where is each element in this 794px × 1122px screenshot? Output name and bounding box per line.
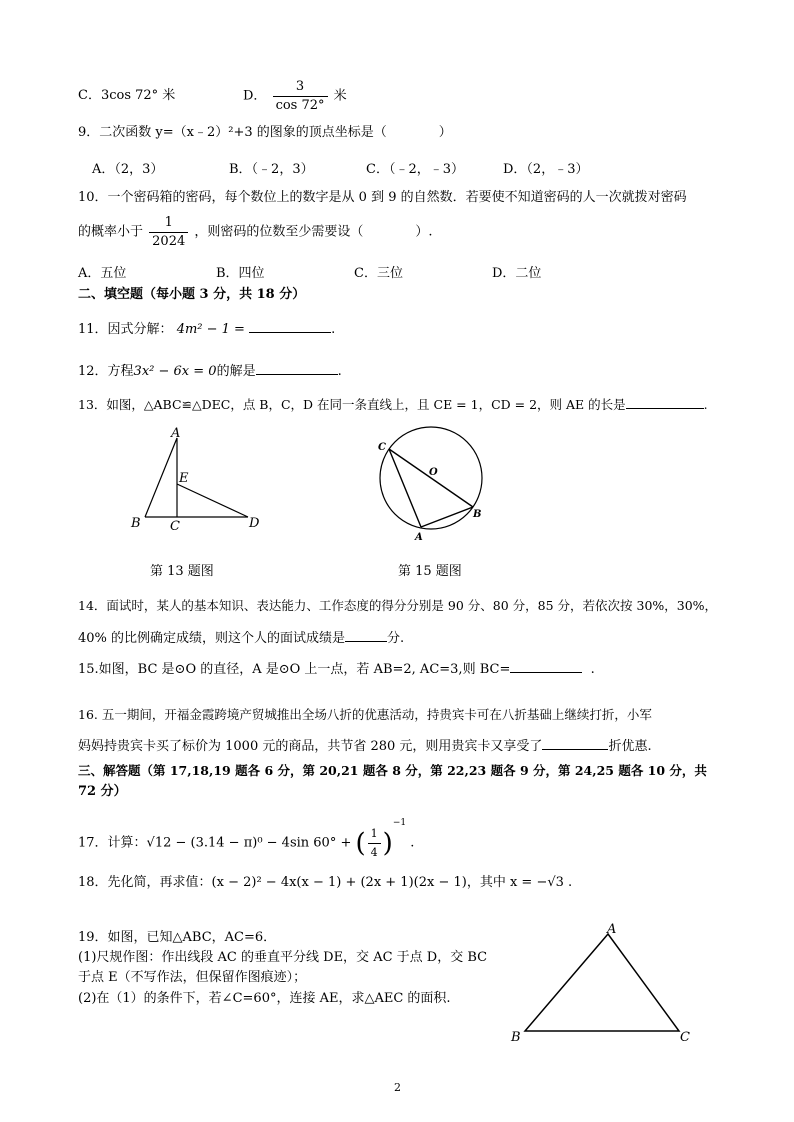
q10-frac-num: 1 <box>149 214 188 233</box>
fig13-label-b: B <box>131 516 141 531</box>
q15 <box>78 660 595 678</box>
q9-option-d: D．（2，﹣3） <box>503 162 589 177</box>
q15-text: 15.如图，BC 是⊙O 的直径，A 是⊙O 上一点，若 AB=2, AC=3,则 BC= <box>78 662 511 677</box>
q10-line1: 10．一个密码箱的密码，每个数位上的数字是从 0 到 9 的自然数．若要使不知道密码的人一次就拨对密码 <box>78 190 687 205</box>
q8-d-numerator: 3 <box>273 78 328 97</box>
q17-exponent: −1 <box>392 818 407 828</box>
q10-option-b: B．四位 <box>216 266 265 281</box>
q17-fraction <box>368 825 381 862</box>
q10-option-d: D．二位 <box>492 266 542 281</box>
q17-frac-den: 4 <box>370 846 378 859</box>
q14-line1: 14．面试时，某人的基本知识、表达能力、工作态度的得分分别是 90 分、80 分，85 分，若依次按 30%，30%， <box>78 598 718 613</box>
q10-fraction <box>149 214 188 251</box>
q17-post: . <box>410 835 415 851</box>
q17-frac-num: 1 <box>368 825 381 844</box>
fig19-label-b: B <box>511 1030 521 1045</box>
q17: 17．计算：√12 − (3.14 − π)⁰ − 4sin 60° + ( $\frac{1}{4}$ )$^{-1}$ . <box>78 815 414 849</box>
q10-line2-pre: 的概率小于 <box>78 224 144 240</box>
q16-line2-text: 妈妈持贵宾卡买了标价为 1000 元的商品，共节省 280 元，则用贵宾卡又享受了 <box>78 739 543 754</box>
q10-option-c: C．三位 <box>354 266 403 281</box>
q8-option-c: C．3cos 72° 米 <box>78 88 176 103</box>
q11 <box>78 320 335 338</box>
q9-stem <box>78 125 452 141</box>
section-3-heading-line1: 三、解答题（第 17,18,19 题各 6 分，第 20,21 题各 8 分，第 22,23 题各 9 分，第 24,25 题各 10 分，共 <box>78 763 707 778</box>
q11-expr: 4m² − 1 = <box>176 322 245 337</box>
fig13-label-d: D <box>249 516 260 531</box>
fig19-label-a: A <box>607 922 617 937</box>
q19-line2: (1)尺规作图：作出线段 AC 的垂直平分线 DE，交 AC 于点 D，交 BC <box>78 950 488 965</box>
q12-mid: 的解是 <box>216 364 256 379</box>
fig15-label-c: C <box>378 442 386 453</box>
figure-13 <box>120 420 280 540</box>
fig13-label-c: C <box>170 519 180 534</box>
q17-pre: 17．计算：√12 − (3.14 − π)⁰ − 4sin 60° + <box>78 835 352 851</box>
q16-line1: 16. 五一期间，开福金霞跨境产贸城推出全场八折的优惠活动，持贵宾卡可在八折基础上继续打折，小军 <box>78 707 652 722</box>
q10-line2-post: ，则密码的位数至少需要设（ <box>194 224 364 240</box>
q8-d-unit: 米 <box>333 88 347 104</box>
page-number: 2 <box>394 1081 401 1094</box>
q14-post: 分. <box>387 631 405 646</box>
q19-line4: (2)在（1）的条件下，若∠C=60°，连接 AE，求△AEC 的面积. <box>78 991 451 1006</box>
fig15-caption: 第 15 题图 <box>398 564 462 579</box>
q12-pre: 12．方程 <box>78 364 134 379</box>
q12-post: . <box>337 364 342 379</box>
q14-line2 <box>78 629 404 647</box>
q9-option-b: B．（﹣2，3） <box>229 162 314 177</box>
fig15-label-o: O <box>429 467 438 478</box>
q14-line2-text: 40% 的比例确定成绩，则这个人的面试成绩是 <box>78 631 346 646</box>
figure-19 <box>505 920 705 1050</box>
section-3-heading-line2: 72 分） <box>78 784 127 799</box>
fig19-label-c: C <box>680 1030 690 1045</box>
fig13-label-e: E <box>179 471 189 486</box>
q19-line3: 于点 E（不写作法，但保留作图痕迹）； <box>78 970 307 985</box>
q11-pre: 11．因式分解： <box>78 322 173 337</box>
q15-post: . <box>590 662 595 677</box>
q9-option-a: A．（2，3） <box>92 162 164 177</box>
fig15-label-a: A <box>415 532 423 543</box>
q13 <box>78 396 708 413</box>
fig13-label-a: A <box>171 426 181 441</box>
q10-line2 <box>78 214 433 254</box>
q8-d-label: D． <box>243 88 267 104</box>
q13-post: . <box>703 397 708 412</box>
q16-post: 折优惠. <box>608 739 652 754</box>
fig13-caption: 第 13 题图 <box>150 564 214 579</box>
q18: 18．先化简，再求值：(x − 2)² − 4x(x − 1) + (2x + 1)(2x − 1)，其中 x = −√3 . <box>78 875 573 890</box>
q9-option-c: C．（﹣2，﹣3） <box>366 162 464 177</box>
section-2-heading: 二、填空题（每小题 3 分，共 18 分） <box>78 287 306 302</box>
q9-stem-text: 9．二次函数 y=（x﹣2）²+3 的图象的顶点坐标是（ <box>78 125 387 140</box>
q16-line2 <box>78 737 652 755</box>
figure-15 <box>365 420 495 545</box>
fig15-label-b: B <box>473 509 482 520</box>
q9-stem-close: ） <box>438 125 452 140</box>
q10-option-a: A．五位 <box>78 266 127 281</box>
q13-text: 13．如图，△ABC≌△DEC，点 B，C，D 在同一条直线上，且 CE = 1，CD = 2，则 AE 的长是 <box>78 397 626 412</box>
q8-d-fraction <box>273 78 328 115</box>
q8-option-d <box>243 78 347 118</box>
q11-post: . <box>331 322 336 337</box>
q12-expr: 3x² − 6x = 0 <box>133 364 217 379</box>
q8-d-denominator: cos 72° <box>275 98 325 113</box>
q10-frac-den: 2024 <box>152 234 186 249</box>
q10-line2-close: ）. <box>415 224 433 240</box>
q19-line1: 19．如图，已知△ABC，AC=6． <box>78 930 277 945</box>
q12 <box>78 362 342 380</box>
